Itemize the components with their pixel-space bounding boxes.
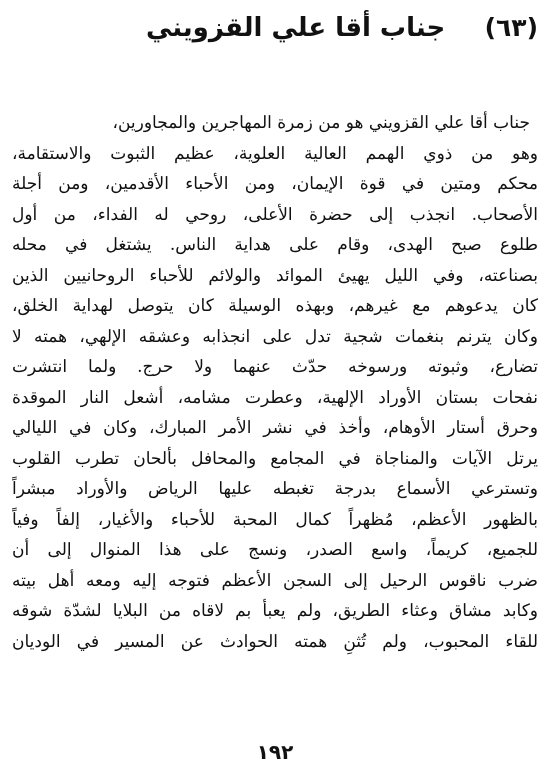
text-line: جناب أقا علي القزويني هو من زمرة المهاجرين والمجاورين،	[112, 113, 530, 133]
chapter-number: (٦٣)	[484, 13, 538, 42]
text-line: طلوع صبح الهدى، وقام على هداية الناس. يشتغل في محله	[12, 235, 538, 255]
text-line: وكان يترنم بنغمات شجية تدل على انجذابه وعشقه الإلهي، همته لا	[12, 326, 538, 347]
text-line: وتسترعي الأسماع بدرجة تغبطه عليها الرياض والأوراد مبشراً	[12, 479, 538, 499]
text-line: وهو من ذوي الهمم العالية العلوية، عظيم الثبوت والاستقامة،	[12, 143, 538, 164]
text-line: بصناعته، وفي الليل يهيئ الموائد والولائم للأحباء الروحانيين الذين	[12, 265, 538, 286]
text-line: تضارع، وثبوته ورسوخه حدّث عنهما ولا حرج. ولما انتشرت	[12, 357, 538, 377]
text-line: كان يدعوهم مع غيرهم، وبهذه الوسيلة كان يتوصل لهداية الخلق،	[12, 296, 538, 316]
text-line: وحرق أستار الأوهام، وأخذ في نشر الأمر المبارك، وكان في الليالي	[12, 418, 538, 438]
text-line: محكم ومتين في قوة الإيمان، ومن الأحباء الأقدمين، ومن أجلة	[12, 174, 538, 194]
text-line: للجميع، كريماً، واسع الصدر، ونسج على هذا المنوال إلى أن	[12, 540, 538, 560]
text-line: يرتل الآيات والمناجاة في المجامع والمحافل بألحان تطرب القلوب	[12, 448, 538, 469]
body-paragraph	[12, 108, 538, 657]
text-line: ضرب ناقوس الرحيل إلى السجن الأعظم فتوجه إليه ومعه أهل بيته	[12, 570, 538, 591]
text-line: نفحات بستان الأوراد الإلهية، وعطرت مشامه، أشعل النار الموقدة	[12, 387, 538, 408]
text-line: للقاء المحبوب، ولم تُثنِ همته الحوادث عن المسير في الوديان	[12, 631, 538, 652]
chapter-title: جناب أقا علي القزويني	[146, 13, 446, 43]
text-line: بالظهور الأعظم، مُظهراً كمال المحبة للأحباء والأغيار، إلفاً وفياً	[12, 509, 538, 530]
text-line: وكابد مشاق وعثاء الطريق، ولم يعبأ بم لاقاه من البلايا لشدّة شوقه	[12, 601, 538, 621]
chapter-header	[14, 8, 538, 48]
page-number: ١٩٢	[256, 740, 294, 764]
text-line: الأصحاب. انجذب إلى حضرة الأعلى، روحي له الفداء، من أول	[12, 204, 538, 225]
